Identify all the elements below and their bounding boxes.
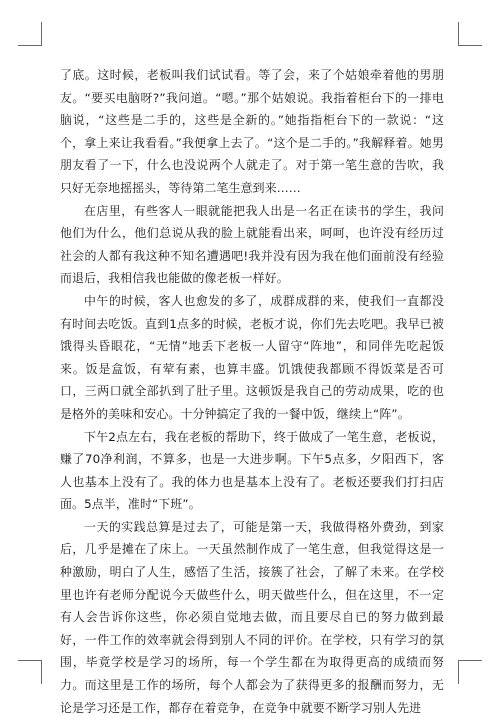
paragraph: 中午的时候，客人也愈发的多了，成群成群的来，使我们一直都没有时间去吃饭。直到1点多的时候，老板才说，你们先去吃吧。我早已被饿得头昏眼花，“无情”地丢下老板一人留守“阵地”，和同伴先吃起饭来。饭是盒饭，有荤有素，也算丰盛。饥饿使我都顾不得饭菜是否可口，三两口就全部扒到了肚子里。这顿饭是我自己的劳动成果，吃的也是格外的美味和安心。十分钟搞定了我的一餐中饭，继续上“阵”。	[60, 293, 444, 421]
crop-mark-top-right	[458, 22, 482, 46]
paragraph: 下午2点左右，我在老板的帮助下，终于做成了一笔生意，老板说，赚了70净利润，不算多，也是一大进步啊。下午5点多，夕阳西下，客人也基本上没有了。我的体力也是基本上没有了。老板还要我们打扫店面。5点半，准时“下班”。	[60, 429, 444, 512]
paragraph: 了底。这时候，老板叫我们试试看。等了会，来了个姑娘牵着他的男朋友。“要买电脑呀?”我问道。“嗯。”那个姑娘说。我指着柜台下的一排电脑说，“这些是二手的，这些是全新的。”她指指柜台下的一款说：“这个，拿上来让我看看。”我便拿上去了。“这个是二手的。”我解释着。她男朋友看了一下，什么也没说两个人就走了。对于第一笔生意的告吹，我只好无奈地摇摇头，等待第二笔生意到来……	[60, 68, 444, 195]
crop-mark-bottom-left	[18, 660, 42, 684]
document-body	[60, 64, 444, 719]
crop-mark-bottom-right	[458, 660, 482, 684]
paragraph: 在店里，有些客人一眼就能把我人出是一名正在读书的学生，我问他们为什么，他们总说从我的脸上就能看出来，呵呵，也许没有经历过社会的人都有我这种不知名遭遇吧!我并没有因为我在他们面前没有经验而退后，我相信我也能做的像老板一样好。	[60, 203, 444, 286]
paragraph: 一天的实践总算是过去了，可能是第一天，我做得格外费劲，到家后，几乎是摊在了床上。一天虽然制作成了一笔生意，但我觉得这是一种激励，明白了人生，感悟了生活，接簇了社会，了解了未来。在学校里也许有老师分配说今天做些什么，明天做些什么，但在这里，不一定有人会告诉你这些，你必须自觉地去做，而且要尽自已的努力做到最好，一件工作的效率就会得到别人不同的评价。在学校，只有学习的氛围，毕竟学校是学习的场所，每一个学生都在为取得更高的成绩而努力。而这里是工作的场所，每个人都会为了获得更多的报酬而努力，无论是学习还是工作，都存在着竞争，在竞争中就要不断学习别人先进	[60, 519, 444, 715]
crop-mark-top-left	[18, 22, 42, 46]
